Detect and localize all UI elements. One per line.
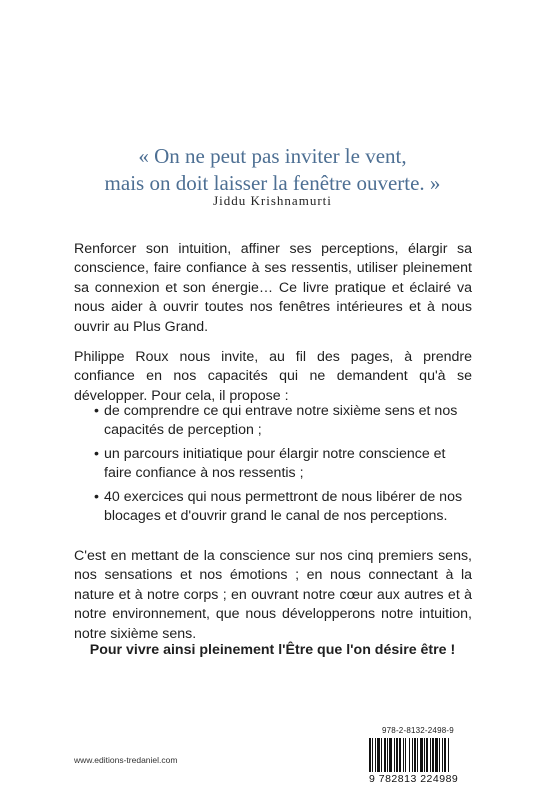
quote-line-2: mais on doit laisser la fenêtre ouverte. »	[104, 171, 441, 195]
barcode-icon	[369, 738, 479, 772]
list-item: • un parcours initiatique pour élargir notre conscience et faire confiance à nos ressentis ;	[104, 445, 472, 484]
isbn-number: 978-2-8132-2498-9	[382, 726, 454, 735]
intro-paragraph: Renforcer son intuition, affiner ses perceptions, élargir sa conscience, faire confiance à ses ressentis, utiliser pleinement sa connexion et son énergie… Ce livre pratique et éclairé va nous aider à ouvrir toutes nos fenêtres intérieures et à nous ouvrir au Plus Grand.	[74, 241, 472, 335]
quote-line-1: « On ne peut pas inviter le vent,	[138, 144, 407, 168]
author-paragraph: Philippe Roux nous invite, au fil des pages, à prendre confiance en nos capacités qui ne demandent qu'à se développer. Pour cela, il propose :	[74, 349, 472, 404]
closing-statement: Pour vivre ainsi pleinement l'Être que l'on désire être !	[89, 642, 456, 658]
proposal-list	[104, 402, 472, 530]
quote-author: Jiddu Krishnamurti	[213, 193, 332, 208]
senses-paragraph: C'est en mettant de la conscience sur nos cinq premiers sens, nos sensations et nos émotions ; en nous connectant à la nature et à notre corps ; en ouvrant notre cœur aux autres et à notre environnement, que nous développerons notre intuition, notre sixième sens.	[74, 548, 472, 642]
list-item: • 40 exercices qui nous permettront de nous libérer de nos blocages et d'ouvrir grand le canal de nos perceptions.	[104, 488, 472, 527]
publisher-website: www.editions-tredaniel.com	[74, 755, 178, 765]
barcode-digits: 9 782813 224989	[369, 773, 459, 785]
list-item: • de comprendre ce qui entrave notre sixième sens et nos capacités de perception ;	[104, 402, 472, 441]
epigraph-quote	[0, 143, 545, 197]
